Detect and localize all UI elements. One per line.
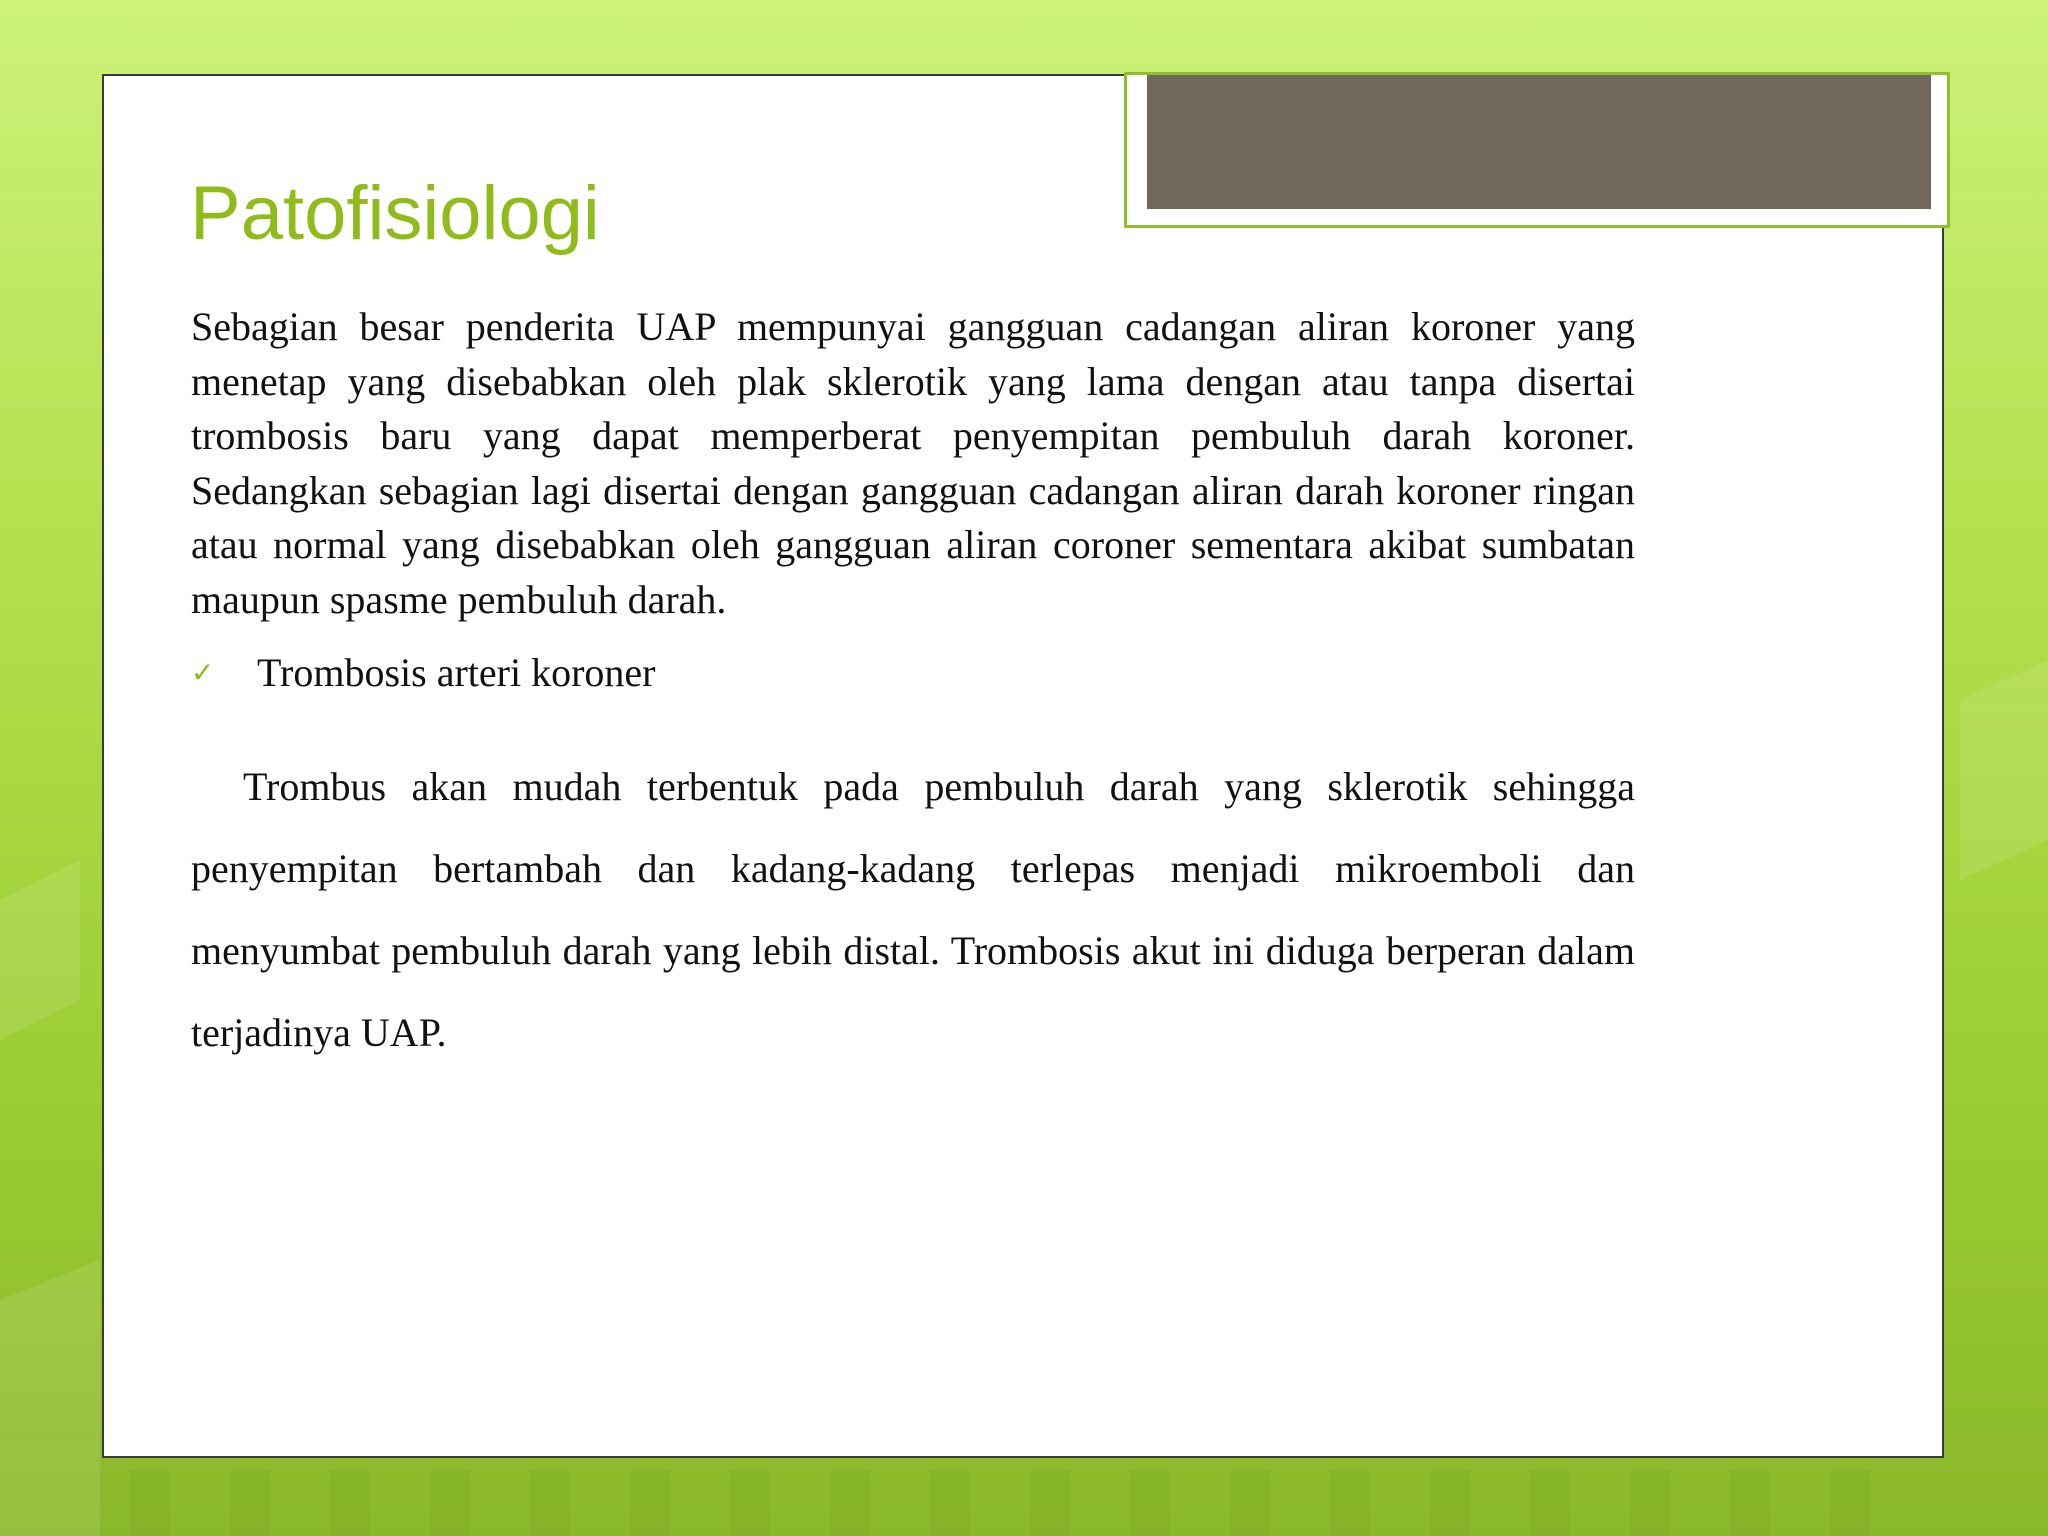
slide-title: Patofisiologi [190, 171, 600, 256]
header-block [1147, 75, 1931, 209]
header-frame [1124, 72, 1950, 228]
bullet-text: Trombosis arteri koroner [257, 649, 656, 695]
paragraph-trombus: Trombus akan mudah terbentuk pada pembuluh darah yang sklerotik sehingga penyempitan bertambah dan kadang-kadang terlepas menjadi mikroemboli dan menyumbat pembuluh darah yang lebih distal. Trombosis akut ini diduga berperan dalam terjadinya UAP. [191, 763, 1635, 1055]
check-icon: ✓ [191, 655, 215, 689]
bullet-item [191, 646, 1635, 700]
slide-content [191, 300, 1635, 1074]
paragraph-intro: Sebagian besar penderita UAP mempunyai gangguan cadangan aliran koroner yang menetap yang disebabkan oleh plak sklerotik yang lama dengan atau tanpa disertai trombosis baru yang dapat memperberat penyempitan pembuluh darah koroner. Sedangkan sebagian lagi disertai dengan gangguan cadangan aliran darah koroner ringan atau normal yang disebabkan oleh gangguan aliran coroner sementara akibat sumbatan maupun spasme pembuluh darah. [191, 304, 1635, 622]
